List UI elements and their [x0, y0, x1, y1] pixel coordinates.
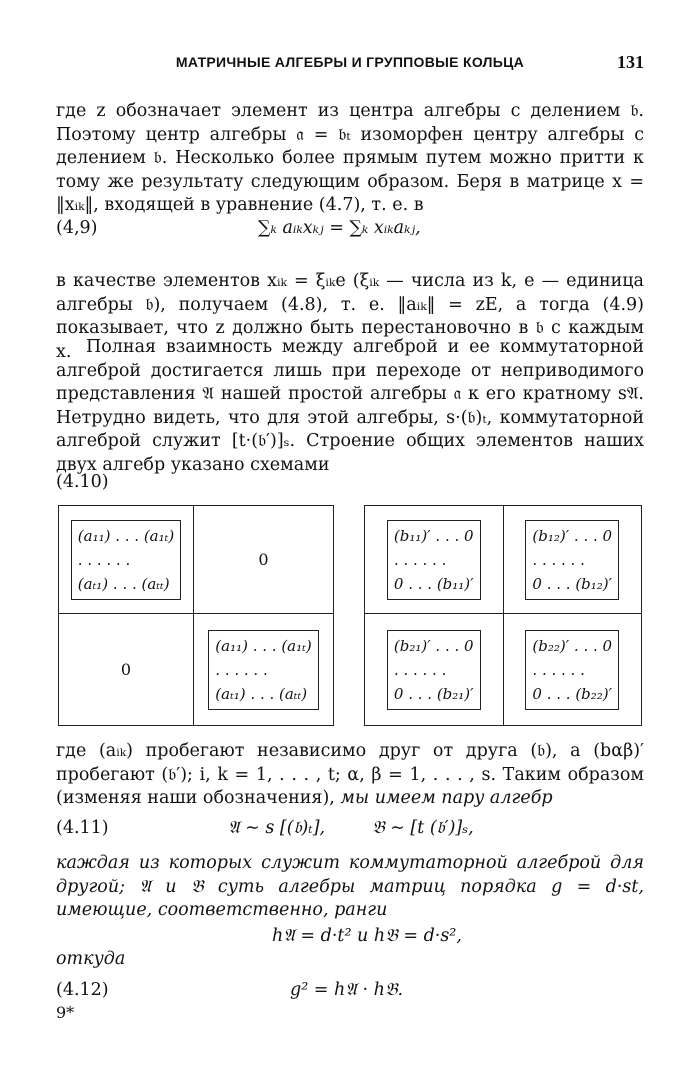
matrix-left-block-11 — [59, 506, 194, 614]
equation-label-4-9: (4,9) — [56, 218, 98, 238]
paragraph-6: откуда — [56, 949, 126, 969]
matrix-row: (aₜ₁) . . . (aₜₜ) — [215, 684, 308, 703]
matrix-row: 0 . . . (b₁₁)′ — [393, 574, 474, 593]
equation-4-12: g² = h𝔄 · h𝔅. — [290, 980, 404, 1000]
equation-label-4-11: (4.11) — [56, 818, 109, 838]
matrix-dots: . . . . . . — [393, 550, 447, 569]
matrix-dots: . . . . . . — [532, 550, 585, 569]
equation-label-4-12: (4.12) — [56, 980, 109, 1000]
matrix-dots: . . . . . . — [215, 660, 268, 679]
signature-mark: 9* — [56, 1003, 75, 1022]
paragraph-4-text: где (aᵢₖ) пробегают независимо друг от друга (𝔟), а (bαβ)′ пробегают (𝔟′); i, k = 1, . . . , t; α, β = 1, . . . , s. Таким образом (изменяя наши обозначения), — [56, 741, 644, 808]
matrix-dots: . . . . . . — [77, 550, 131, 569]
equation-4-9: ∑ₖ aᵢₖxₖⱼ = ∑ₖ xᵢₖaₖⱼ, — [258, 218, 421, 238]
paragraph-2: в качестве элементов xᵢₖ = ξᵢₖe (ξᵢₖ — числа из k, e — единица алгебры 𝔟), получаем (4.8), т. е. ‖aᵢₖ‖ = zE, а тогда (4.9) показывает, что z должно быть перестановочно в 𝔟 с каждым x. — [56, 271, 644, 362]
matrix-scheme-left — [58, 505, 334, 726]
paragraph-4 — [56, 740, 644, 811]
ranks-equation: h𝔄 = d·t² и h𝔅 = d·s², — [272, 926, 462, 946]
paragraph-4-italic: мы имеем пару алгебр — [340, 788, 553, 808]
matrix-left-zero-12: 0 — [194, 506, 334, 614]
matrix-row: (aₜ₁) . . . (aₜₜ) — [77, 574, 170, 593]
running-header: МАТРИЧНЫЕ АЛГЕБРЫ И ГРУППОВЫЕ КОЛЬЦА — [175, 54, 525, 70]
equation-4-11-right: 𝔅 ∼ [t (𝔟′)]ₛ, — [372, 818, 474, 838]
page-number: 131 — [617, 52, 644, 72]
matrix-left-zero-21: 0 — [59, 614, 194, 726]
matrix-dots: . . . . . . — [532, 660, 585, 679]
equation-label-4-10: (4.10) — [56, 472, 109, 492]
matrix-right-block-12 — [503, 506, 642, 614]
paragraph-1: где z обозначает элемент из центра алгебры с делением 𝔟. Поэтому центр алгебры 𝔞 = 𝔟ₜ изоморфен центру алгебры с делением 𝔟. Несколько более прямым путем можно притти к тому же результату следующим образом. Беря в матрице x = ‖xᵢₖ‖, входящей в уравнение (4.7), т. е. в — [56, 101, 644, 215]
matrix-row: (a₁₁) . . . (a₁ₜ) — [215, 636, 312, 655]
matrix-row: (b₁₂)′ . . . 0 — [532, 526, 613, 545]
matrix-row: (b₁₁)′ . . . 0 — [393, 526, 474, 545]
matrix-row: 0 . . . (b₂₁)′ — [393, 684, 474, 703]
matrix-row: (a₁₁) . . . (a₁ₜ) — [77, 526, 175, 545]
matrix-scheme-right — [364, 505, 642, 726]
matrix-left-block-22 — [194, 614, 334, 726]
matrix-right-block-22 — [503, 614, 642, 726]
matrix-dots: . . . . . . — [393, 660, 447, 679]
matrix-row: (b₂₁)′ . . . 0 — [393, 636, 474, 655]
paragraph-5: каждая из которых служит коммутаторной алгеброй для другой; 𝔄 и 𝔅 суть алгебры матриц порядка g = d·st, имеющие, соответственно, ранги — [56, 853, 644, 920]
matrix-row: 0 . . . (b₁₂)′ — [532, 574, 613, 593]
matrix-row: (b₂₂)′ . . . 0 — [532, 636, 613, 655]
matrix-right-block-11 — [365, 506, 504, 614]
paragraph-3: Полная взаимность между алгеброй и ее коммутаторной алгеброй достигается лишь при переходе от неприводимого представления 𝔄 нашей простой алгебры 𝔞 к его кратному s𝔄. Нетрудно видеть, что для этой алгебры, s·(𝔟)ₜ, коммутаторной алгеброй служит [t·(𝔟′)]ₛ. Строение общих элементов наших двух алгебр указано схемами — [56, 337, 644, 475]
equation-4-11-left: 𝔄 ∼ s [(𝔟)ₜ], — [228, 818, 326, 838]
matrix-row: 0 . . . (b₂₂)′ — [532, 684, 613, 703]
matrix-right-block-21 — [365, 614, 504, 726]
